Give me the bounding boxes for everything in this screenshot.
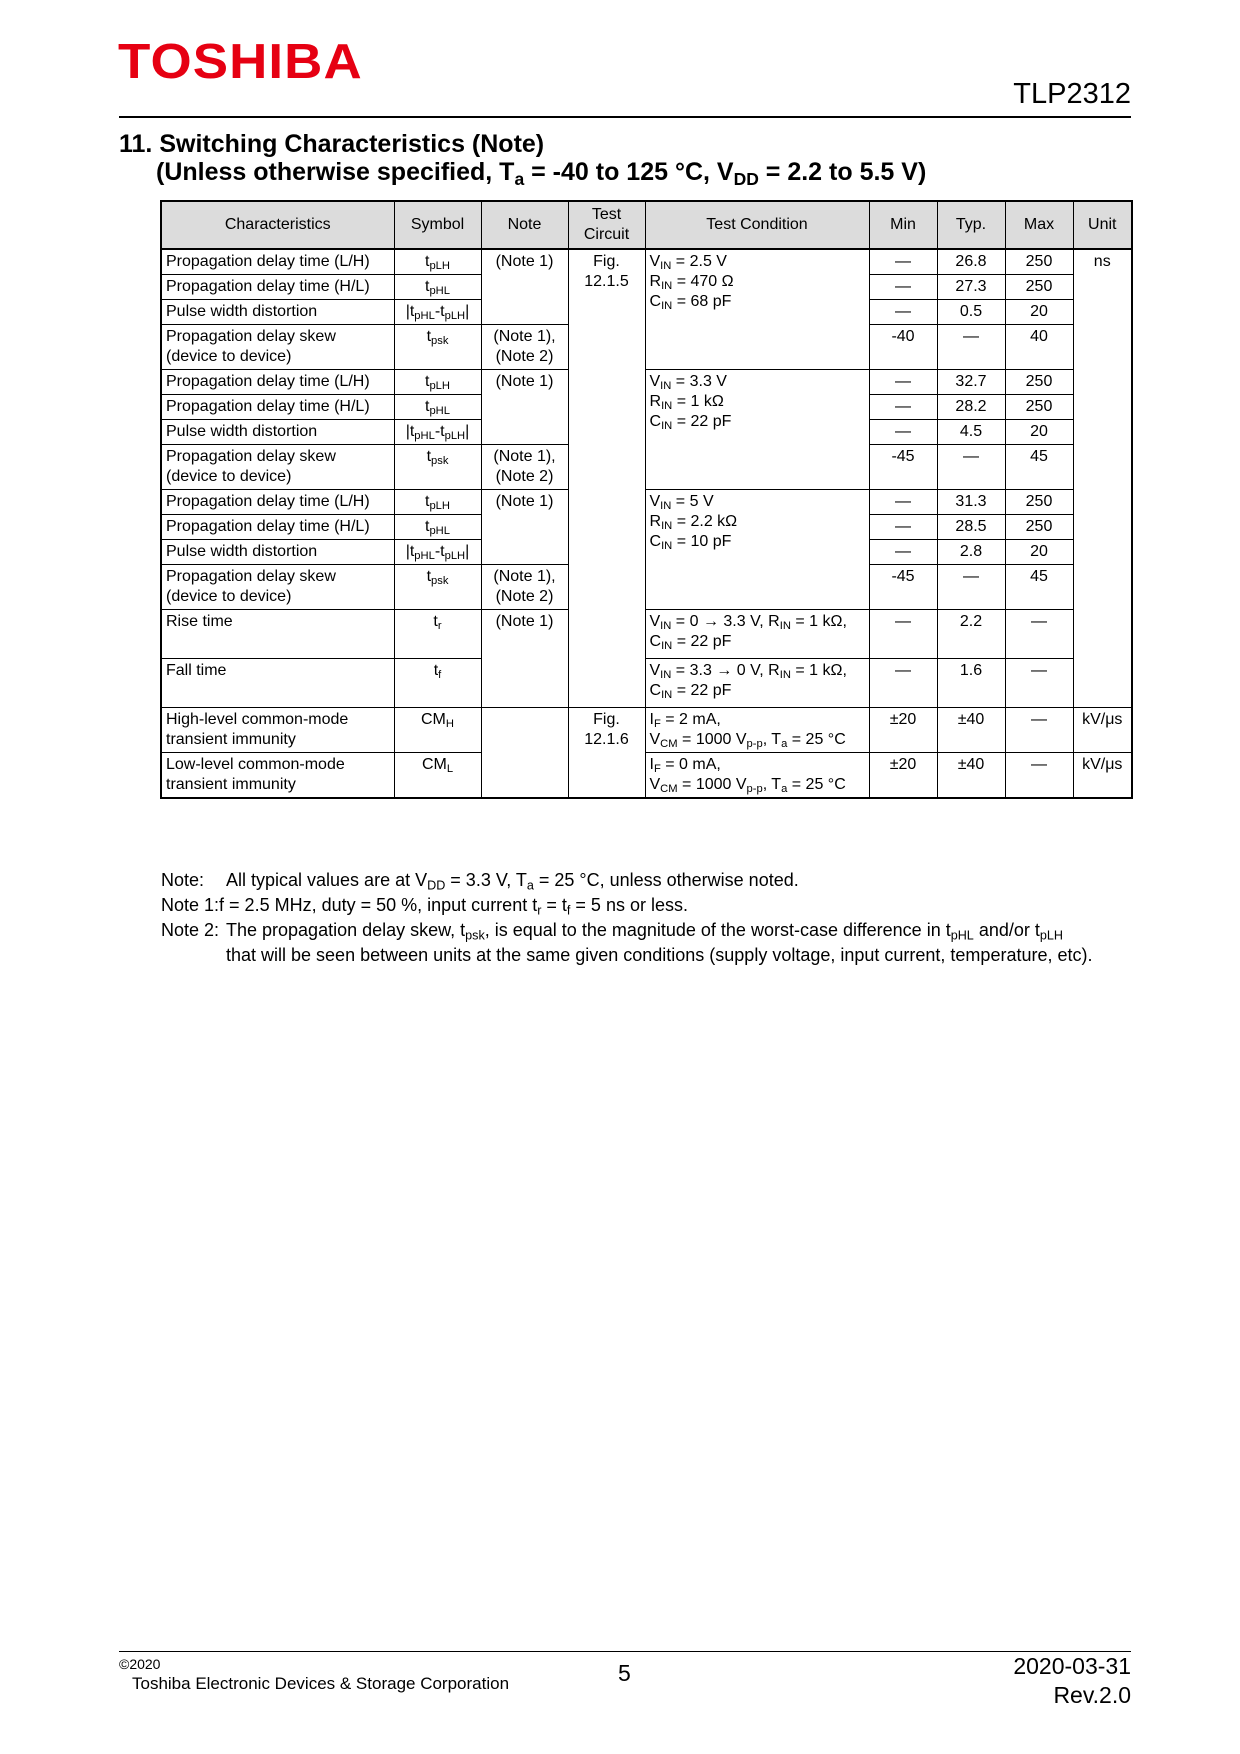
cell: Propagation delay time (L/H) bbox=[161, 490, 394, 515]
cell: $t_{psk}$ bbox=[394, 565, 481, 610]
doc-date: 2020-03-31 bbox=[1013, 1653, 1131, 1679]
footer-rule bbox=[119, 1651, 1131, 1652]
cell: 250 bbox=[1005, 249, 1073, 275]
cell: 4.5 bbox=[937, 420, 1005, 445]
cell: 2.8 bbox=[937, 540, 1005, 565]
cell: $t_{psk}$ bbox=[394, 445, 481, 490]
cell: 32.7 bbox=[937, 370, 1005, 395]
cell: — bbox=[937, 325, 1005, 370]
cell: 28.2 bbox=[937, 395, 1005, 420]
cell: — bbox=[1005, 753, 1073, 799]
cell: 2.2 bbox=[937, 610, 1005, 659]
cell: 40 bbox=[1005, 325, 1073, 370]
header-rule bbox=[119, 116, 1131, 118]
cell: $|t_{pHL}-t_{pLH}|$ bbox=[394, 300, 481, 325]
cell: — bbox=[869, 659, 937, 708]
part-number: TLP2312 bbox=[1013, 78, 1131, 110]
cell: 20 bbox=[1005, 420, 1073, 445]
cell: 26.8 bbox=[937, 249, 1005, 275]
cell: 250 bbox=[1005, 490, 1073, 515]
cell: Propagation delay time (H/L) bbox=[161, 515, 394, 540]
cell: ±40 bbox=[937, 753, 1005, 799]
cell: $V_{IN} = 2.5$ V $R_{IN} = 470$ Ω $C_{IN} = 68$ pF bbox=[645, 249, 869, 370]
cell: $t_{pLH}$ bbox=[394, 370, 481, 395]
cell: Propagation delay time (H/L) bbox=[161, 395, 394, 420]
section-title-line2: (Unless otherwise specified, $T_a = -40$ to 125 °C, $V_{DD} = 2.2$ to 5.5 V) bbox=[156, 158, 927, 189]
cell: (Note 1) bbox=[481, 610, 568, 708]
section-title-line1: 11. Switching Characteristics (Note) bbox=[119, 130, 545, 158]
cell: Propagation delay time (L/H) bbox=[161, 249, 394, 275]
cell: Fall time bbox=[161, 659, 394, 708]
cell: -40 bbox=[869, 325, 937, 370]
cell: kV/μs bbox=[1073, 708, 1132, 753]
cell: — bbox=[869, 395, 937, 420]
cell: 31.3 bbox=[937, 490, 1005, 515]
cell: — bbox=[869, 249, 937, 275]
note-2: Note 2: The propagation delay skew, $t_{psk}$, is equal to the magnitude of the worst-case difference in $t_{pHL}$ and/or $t_{pLH}$ that will be seen between units at the same given conditions (supply voltage, input current, temperature, etc). bbox=[161, 920, 1093, 965]
col-header: Note bbox=[481, 201, 568, 249]
cell: 45 bbox=[1005, 445, 1073, 490]
cell: 250 bbox=[1005, 395, 1073, 420]
switching-characteristics-table bbox=[160, 200, 1133, 799]
cell: 0.5 bbox=[937, 300, 1005, 325]
cell: Pulse width distortion bbox=[161, 420, 394, 445]
cell: — bbox=[869, 420, 937, 445]
cell: (Note 1) bbox=[481, 490, 568, 565]
cell: $t_{pHL}$ bbox=[394, 515, 481, 540]
cell: $|t_{pHL}-t_{pLH}|$ bbox=[394, 420, 481, 445]
cell: 28.5 bbox=[937, 515, 1005, 540]
cell: ±20 bbox=[869, 753, 937, 799]
cell: $CM_L$ bbox=[394, 753, 481, 799]
cell: — bbox=[869, 490, 937, 515]
cell: (Note 1), (Note 2) bbox=[481, 445, 568, 490]
table-row bbox=[161, 708, 1132, 753]
col-header: Unit bbox=[1073, 201, 1132, 249]
cell: — bbox=[1005, 659, 1073, 708]
cell: $I_F = 0$ mA, $V_{CM} = 1000$ $V_{p-p}$, $T_a = 25$ °C bbox=[645, 753, 869, 799]
cell: Propagation delay time (H/L) bbox=[161, 275, 394, 300]
cell: Propagation delay skew (device to device) bbox=[161, 445, 394, 490]
table-row bbox=[161, 753, 1132, 799]
cell: (Note 1), (Note 2) bbox=[481, 565, 568, 610]
cell: 250 bbox=[1005, 275, 1073, 300]
cell: $V_{IN} = 3.3$ V $R_{IN} = 1$ kΩ $C_{IN} = 22$ pF bbox=[645, 370, 869, 490]
cell: $I_F = 2$ mA, $V_{CM} = 1000$ $V_{p-p}$, $T_a = 25$ °C bbox=[645, 708, 869, 753]
table-row bbox=[161, 610, 1132, 659]
cell: — bbox=[869, 540, 937, 565]
cell: ±20 bbox=[869, 708, 937, 753]
cell: — bbox=[1005, 708, 1073, 753]
cell: $t_{pLH}$ bbox=[394, 249, 481, 275]
col-header: Test Condition bbox=[645, 201, 869, 249]
note-general: Note: All typical values are at $V_{DD} = 3.3$ V, $T_a = 25$ °C, unless otherwise noted. bbox=[161, 870, 799, 893]
cell: $CM_H$ bbox=[394, 708, 481, 753]
cell: $t_{psk}$ bbox=[394, 325, 481, 370]
table-notes bbox=[161, 868, 1141, 968]
cell: 250 bbox=[1005, 370, 1073, 395]
cell: — bbox=[869, 515, 937, 540]
cell: $t_r$ bbox=[394, 610, 481, 659]
cell: Pulse width distortion bbox=[161, 540, 394, 565]
cell: Propagation delay skew (device to device) bbox=[161, 325, 394, 370]
cell: (Note 1), (Note 2) bbox=[481, 325, 568, 370]
cell: $V_{IN} = 3.3 \to 0$ V, $R_{IN} = 1$ kΩ, $C_{IN} = 22$ pF bbox=[645, 659, 869, 708]
table-row bbox=[161, 659, 1132, 708]
cell: Pulse width distortion bbox=[161, 300, 394, 325]
toshiba-logo: TOSHIBA bbox=[118, 35, 363, 89]
cell: — bbox=[1005, 610, 1073, 659]
doc-revision: Rev.2.0 bbox=[1053, 1682, 1131, 1708]
cell: — bbox=[937, 565, 1005, 610]
cell: Fig. 12.1.6 bbox=[568, 708, 645, 799]
cell: $V_{IN} = 0 \to 3.3$ V, $R_{IN} = 1$ kΩ, $C_{IN} = 22$ pF bbox=[645, 610, 869, 659]
section-title bbox=[119, 130, 927, 189]
cell: Fig. 12.1.5 bbox=[568, 249, 645, 708]
table-header-row bbox=[161, 201, 1132, 249]
cell: — bbox=[869, 275, 937, 300]
col-header: Symbol bbox=[394, 201, 481, 249]
cell: Low-level common-mode transient immunity bbox=[161, 753, 394, 799]
cell: (Note 1) bbox=[481, 249, 568, 325]
cell: $V_{IN} = 5$ V $R_{IN} = 2.2$ kΩ $C_{IN} = 10$ pF bbox=[645, 490, 869, 610]
copyright: ©2020 bbox=[119, 1656, 161, 1672]
cell: — bbox=[937, 445, 1005, 490]
cell: $t_{pHL}$ bbox=[394, 275, 481, 300]
cell: ±40 bbox=[937, 708, 1005, 753]
cell: (Note 1) bbox=[481, 370, 568, 445]
cell: Propagation delay time (L/H) bbox=[161, 370, 394, 395]
col-header: Max bbox=[1005, 201, 1073, 249]
cell: — bbox=[869, 300, 937, 325]
date-revision bbox=[1013, 1652, 1131, 1710]
cell bbox=[481, 708, 568, 799]
cell: 250 bbox=[1005, 515, 1073, 540]
cell: 1.6 bbox=[937, 659, 1005, 708]
page-number: 5 bbox=[618, 1660, 631, 1686]
cell: — bbox=[869, 610, 937, 659]
cell: -45 bbox=[869, 565, 937, 610]
cell: 27.3 bbox=[937, 275, 1005, 300]
cell: Propagation delay skew (device to device) bbox=[161, 565, 394, 610]
note-1: Note 1: f = 2.5 MHz, duty = 50 %, input current $t_r = t_f = 5$ ns or less. bbox=[161, 895, 688, 918]
cell: 45 bbox=[1005, 565, 1073, 610]
cell: $t_{pLH}$ bbox=[394, 490, 481, 515]
col-header: Min bbox=[869, 201, 937, 249]
cell: 20 bbox=[1005, 300, 1073, 325]
table-row bbox=[161, 249, 1132, 275]
cell: ns bbox=[1073, 249, 1132, 708]
cell: -45 bbox=[869, 445, 937, 490]
cell: 20 bbox=[1005, 540, 1073, 565]
company-name: Toshiba Electronic Devices & Storage Corporation bbox=[132, 1674, 510, 1693]
cell: Rise time bbox=[161, 610, 394, 659]
cell: High-level common-mode transient immunity bbox=[161, 708, 394, 753]
table-row bbox=[161, 490, 1132, 515]
cell: — bbox=[869, 370, 937, 395]
col-header: Test Circuit bbox=[568, 201, 645, 249]
cell: $t_{pHL}$ bbox=[394, 395, 481, 420]
cell: kV/μs bbox=[1073, 753, 1132, 799]
col-header: Typ. bbox=[937, 201, 1005, 249]
cell: $|t_{pHL}-t_{pLH}|$ bbox=[394, 540, 481, 565]
cell: $t_f$ bbox=[394, 659, 481, 708]
table-row bbox=[161, 370, 1132, 395]
col-header: Characteristics bbox=[161, 201, 394, 249]
